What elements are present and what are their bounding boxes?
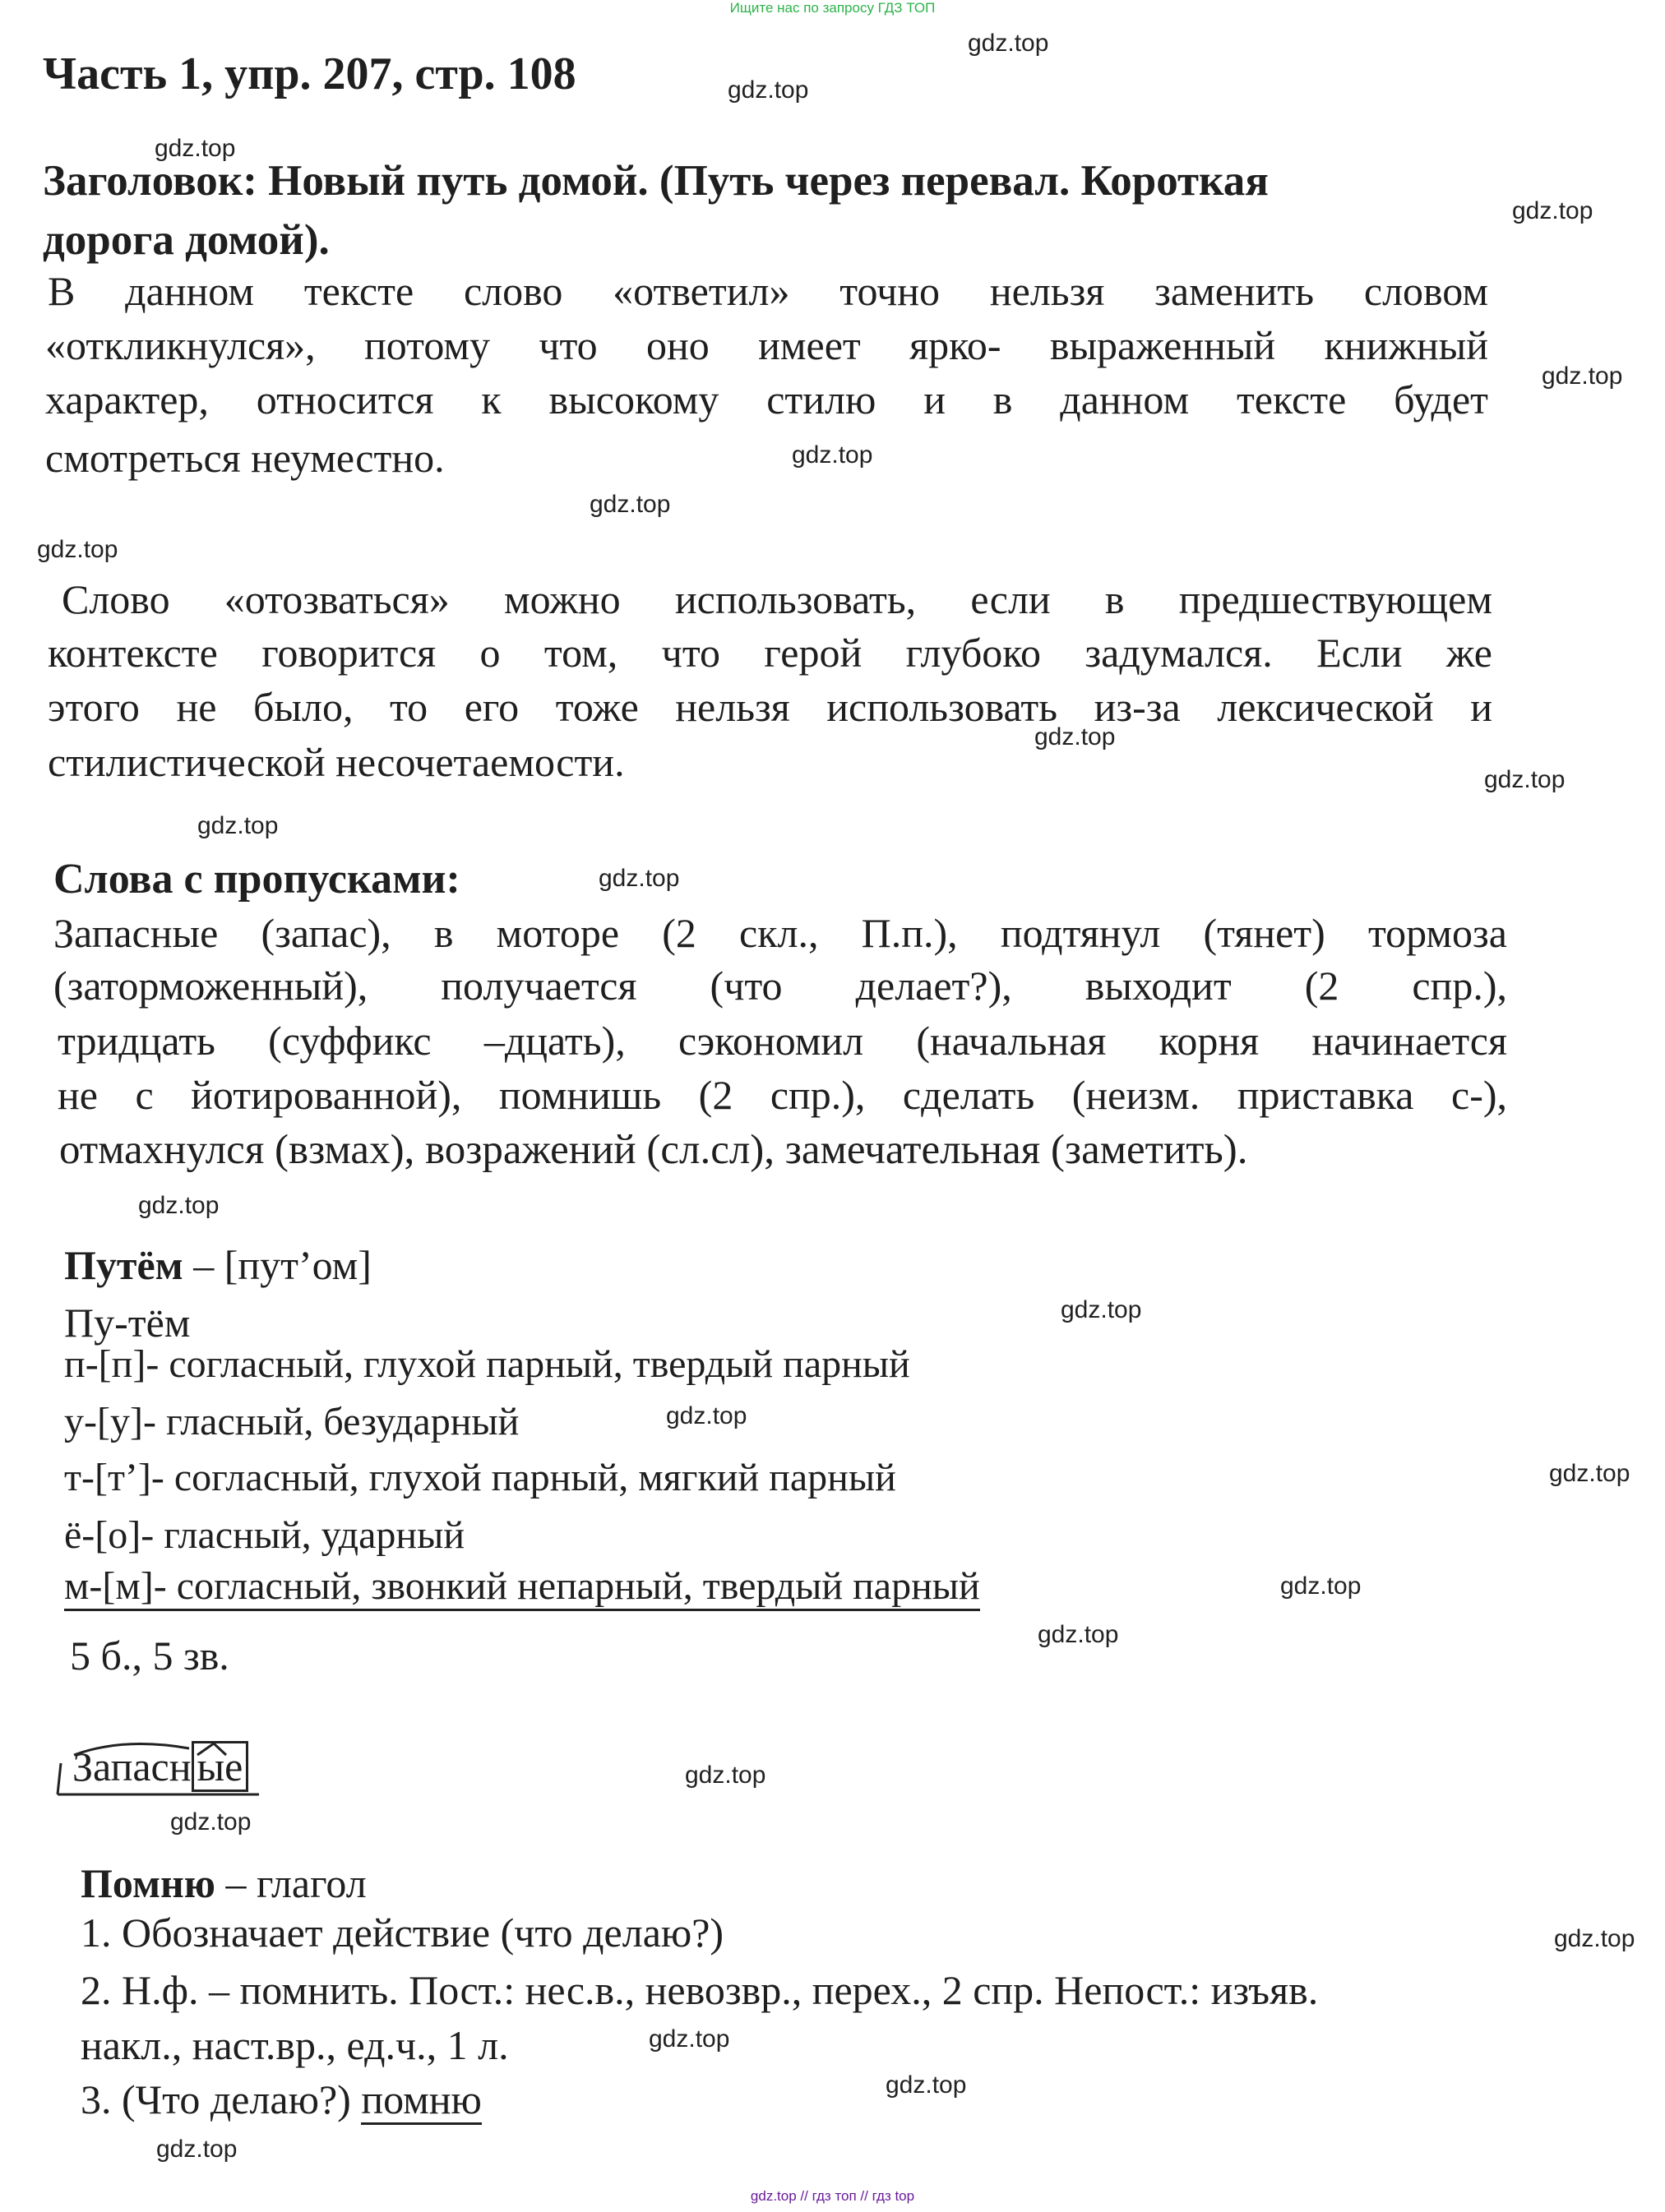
- footer: gdz.top // гдз топ // гдз top: [750, 2188, 915, 2204]
- watermark: gdz.top: [1061, 1296, 1142, 1323]
- words-line: тридцать (суффикс –дцать), сэкономил (начальная корня начинается: [58, 1018, 1507, 1064]
- sound-line: ё-[о]- гласный, ударный: [64, 1513, 465, 1557]
- sound-line: п-[п]- согласный, глухой парный, твердый парный: [64, 1342, 910, 1386]
- morph-word: Помню: [81, 1860, 216, 1906]
- sound-line: м-[м]- согласный, звонкий непарный, твердый парный: [64, 1563, 980, 1611]
- phonetic-word: Путём: [64, 1242, 183, 1288]
- top-banner: Ищите нас по запросу ГДЗ ТОП: [729, 0, 936, 16]
- watermark: gdz.top: [590, 491, 671, 518]
- watermark: gdz.top: [792, 441, 873, 469]
- watermark: gdz.top: [599, 865, 680, 892]
- para1-line: «откликнулся», потому что оно имеет ярко- выраженный книжный: [45, 322, 1488, 368]
- words-line: отмахнулся (взмах), возражений (сл.сл), замечательная (заметить).: [59, 1127, 1248, 1173]
- para2-line: контексте говорится о том, что герой глубоко задумался. Если же: [48, 630, 1492, 676]
- watermark: gdz.top: [685, 1762, 766, 1789]
- para1-line: смотреться неуместно.: [45, 435, 445, 481]
- watermark: gdz.top: [1512, 197, 1593, 224]
- morph-pos: – глагол: [225, 1860, 367, 1906]
- para1-line: характер, относится к высокому стилю и в данном тексте будет: [45, 376, 1488, 423]
- watermark: gdz.top: [649, 2025, 730, 2053]
- morpheme-root: Запас: [72, 1743, 169, 1789]
- watermark: gdz.top: [1549, 1460, 1630, 1487]
- watermark: gdz.top: [155, 135, 236, 162]
- sound-line: у-[у]- гласный, безударный: [64, 1400, 520, 1443]
- words-line: (заторможенный), получается (что делает?), выходит (2 спр.),: [53, 963, 1507, 1009]
- words-heading: Слова с пропусками:: [53, 856, 460, 903]
- para1-line: В данном тексте слово «ответил» точно нельзя заменить словом: [48, 268, 1488, 314]
- phonetic-word-line: [64, 1241, 372, 1289]
- morph-item: 3. (Что делаю?) помню: [81, 2076, 482, 2123]
- para2-line: Слово «отозваться» можно использовать, если в предшествующем: [62, 576, 1492, 622]
- watermark: gdz.top: [1034, 723, 1116, 750]
- watermark: gdz.top: [968, 30, 1049, 57]
- morph-item: накл., наст.вр., ед.ч., 1 л.: [81, 2022, 509, 2068]
- watermark: gdz.top: [1280, 1572, 1362, 1600]
- morph-item: 2. Н.ф. – помнить. Пост.: нес.в., невозвр., перех., 2 спр. Непост.: изъяв.: [81, 1967, 1319, 2013]
- sound-line: т-[т’]- согласный, глухой парный, мягкий парный: [64, 1456, 896, 1499]
- para2-line: этого не было, то его тоже нельзя использовать из-за лексической и: [48, 684, 1492, 730]
- words-line: Запасные (запас), в моторе (2 скл., П.п.), подтянул (тянет) тормоза: [53, 910, 1507, 956]
- root-arc: [74, 1744, 189, 1755]
- suffix-mark: [197, 1743, 226, 1755]
- watermark: gdz.top: [170, 1808, 252, 1836]
- watermark: gdz.top: [156, 2136, 238, 2163]
- watermark: gdz.top: [1484, 766, 1566, 793]
- watermark: gdz.top: [666, 1402, 747, 1429]
- watermark: gdz.top: [37, 536, 118, 563]
- watermark: gdz.top: [197, 812, 279, 839]
- phonetic-transcription: – [пут’ом]: [193, 1242, 372, 1288]
- watermark: gdz.top: [138, 1192, 220, 1219]
- morph-item: 1. Обозначает действие (что делаю?): [81, 1910, 724, 1956]
- syllables: Пу-тём: [64, 1300, 191, 1346]
- para2-line: стилистической несочетаемости.: [48, 739, 625, 785]
- morph-word-line: [81, 1859, 367, 1907]
- words-line: не с йотированной), помнишь (2 спр.), сделать (неизм. приставка с-),: [58, 1072, 1507, 1118]
- watermark: gdz.top: [728, 76, 809, 104]
- watermark: gdz.top: [1038, 1621, 1119, 1648]
- heading-line-1: Заголовок: Новый путь домой. (Путь через перевал. Короткая: [43, 157, 1269, 205]
- morph-item3-word: помню: [361, 2076, 482, 2125]
- page-title: Часть 1, упр. 207, стр. 108: [43, 48, 576, 99]
- morpheme-ending: ые: [192, 1741, 249, 1792]
- sound-total: 5 б., 5 зв.: [70, 1632, 229, 1679]
- heading-line-2: дорога домой).: [43, 216, 330, 264]
- watermark: gdz.top: [886, 2071, 967, 2099]
- morpheme-marks: [49, 1730, 263, 1804]
- watermark: gdz.top: [1542, 363, 1623, 390]
- morpheme-suffix: н: [169, 1743, 192, 1789]
- stem-bracket: [58, 1763, 259, 1794]
- watermark: gdz.top: [1554, 1925, 1635, 1952]
